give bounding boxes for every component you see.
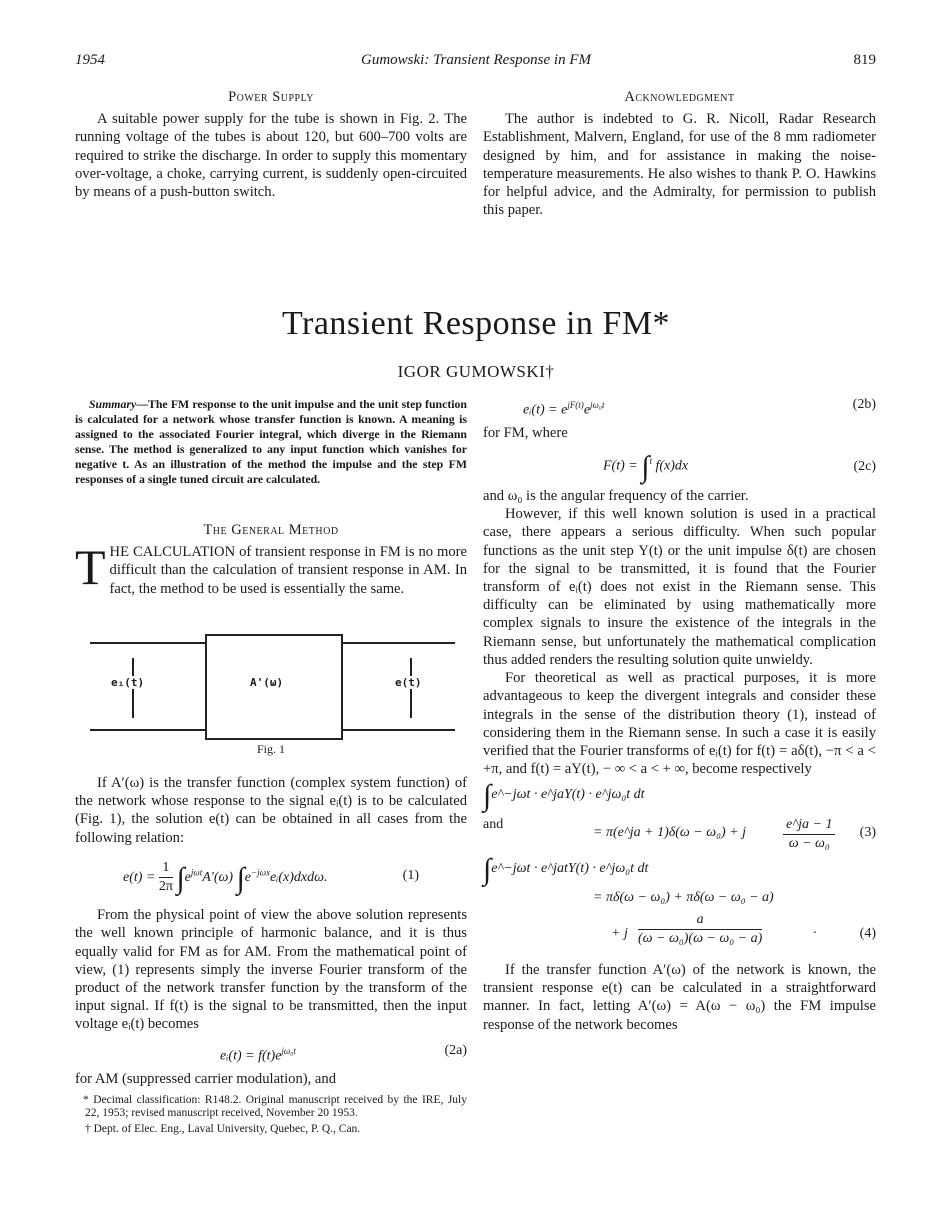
paragraph: For theoretical as well as practical purposes, it is more advantageous to keep the divergent integrals and consider these integrals in the sense of the distribution theory (1), instead of considering them in the Riemann sense. In such a case it is easily verified that the Fourier transforms of eᵢ(t) for f(t) = aδ(t), −π < a < +π, and f(t) = aY(t), − ∞ < a < + ∞, become respectively: [483, 670, 876, 778]
paragraph: However, if this well known solution is used in a practical case, there appears a serious difficulty. When such popular functions as the unit step Y(t) or the unit impulse δ(t) are chosen for the signal to be transmitted, it is found that the Fourier transform of eᵢ(t) does not exist in the Riemann sense. This difficulty can be eliminated by using mathematically more complex signals to insure the existence of the integrals in the Riemann sense, but unfortunately the mathematical complication thus added renders the resulting solution quite unwieldy.: [483, 506, 876, 668]
figure-caption: Fig. 1: [256, 742, 285, 756]
paragraph: The author is indebted to G. R. Nicoll, Radar Research Establishment, Malvern, England, for use of the 8 mm radiometer designed by him, and for assistance in making the noise-temperature measurements. He also wishes to thank P. O. Hawkins for helpful advice, and the Admiralty, for permission to publish this paper.: [483, 111, 876, 219]
figure-1: [75, 630, 467, 740]
paragraph: [75, 539, 467, 598]
output-label: e(t): [395, 676, 422, 689]
page-number: 819: [853, 52, 876, 68]
summary-label: Summary: [89, 397, 137, 411]
integral-step: ∫e^−jωt · e^jaY(t) · e^jω₀t dt: [483, 779, 645, 813]
summary: [75, 397, 467, 487]
article-title: Transient Response in FM*: [281, 305, 671, 342]
paragraph: A suitable power supply for the tube is shown in Fig. 2. The running voltage of the tubes is about 120, but 600–700 volts are required to strike the discharge. In order to supply this momentary over-voltage, a choke, carrying current, is suddenly open-circuited by means of a push-button switch.: [75, 111, 467, 201]
section-heading: Power Supply: [228, 89, 314, 105]
paragraph: If the transfer function A′(ω) of the network is known, the transient response e(t) can be calculated in a straightforward manner. In fact, letting A′(ω) = A(ω − ω₀) the FM impulse response of the network becomes: [483, 961, 876, 1033]
acknowledgment-section: [483, 88, 876, 219]
summary-text: —The FM response to the unit impulse and the unit step function is calculated for a network whose transfer function is known. A meaning is assigned to the associated Fourier integral, which diverge in the Riemann sense. The method is generalized to any input function which vanishes for negative t. As an illustration of the method the impulse and the step FM responses of a single tuned circuit are calculated.: [75, 397, 467, 486]
equation-3: and = π(e^ja + 1)δ(ω − ω₀) + j $\frac{e\^{}ja - 1}{\text{ω − ω₀}}$ (3): [483, 816, 876, 851]
paragraph-text: HE CALCULATION of transient response in FM is no more difficult than the calculation of transient response in AM. In fact, the method to be used is essentially the same.: [109, 544, 467, 597]
article-author: IGOR GUMOWSKI†: [397, 362, 555, 381]
power-supply-section: [75, 88, 467, 201]
paragraph: for AM (suppressed carrier modulation), and: [75, 1070, 336, 1087]
integral-impulse: ∫e^−jωt · e^jatY(t) · e^jω₀t dt: [483, 852, 649, 886]
section-heading: The General Method: [203, 522, 339, 538]
equation-4-line-1: = πδ(ω − ω₀) + πδ(ω − ω₀ − a): [593, 889, 774, 905]
equation-number: (1): [402, 867, 419, 883]
equation-2c: F(t) = ∫$^t$ f(x)dx (2c): [603, 450, 876, 484]
general-method-section: [75, 521, 467, 598]
header-year: 1954: [75, 52, 105, 68]
equation-1: e(t) = $\frac{1}{2\pi}$ $\int e^{j\omega t}A'(\omega)$ $\int e^{-j\omega x}eᵢ(x)dxd\omega$. (1): [123, 859, 419, 895]
equation-2a: eᵢ(t) = $f(t)e^{j\omega_0t}$ (2a): [220, 1042, 467, 1064]
right-body: [483, 396, 876, 1034]
footnote-1: * Decimal classification: R148.2. Original manuscript received by the IRE, July 22, 1953; revised manuscript received, November 20 1953.: [83, 1093, 467, 1119]
block-label: A'(ω): [250, 676, 284, 689]
section-heading: Acknowledgment: [624, 89, 735, 105]
drop-cap: T: [75, 539, 106, 596]
equation-4-line-2: + j $\frac{a}{\text{(ω − ω₀)(ω − ω₀ − a)}}$ · (4): [611, 911, 876, 947]
paragraph: for FM, where: [483, 425, 568, 441]
paragraph: and ω₀ is the angular frequency of the carrier.: [483, 488, 749, 505]
paragraph: From the physical point of view the above solution represents the well known principle of harmonic balance, and it is thus equally valid for FM as for AM. From the mathematical point of view, (1) represents simply the inverse Fourier transform of the product of the network transfer function by the transform of the input signal. If f(t) is the signal to be transmitted, then the input voltage eᵢ(t) becomes: [75, 907, 467, 1033]
equation-2b: eᵢ(t) = $e^{jF(t)}e^{j\omega_0t}$ (2b): [523, 397, 876, 418]
footnote-2: † Dept. of Elec. Eng., Laval University, Quebec, P. Q., Can.: [85, 1122, 361, 1135]
running-title: Gumowski: Transient Response in FM: [361, 52, 591, 68]
left-body: [75, 774, 467, 1136]
paragraph: If A′(ω) is the transfer function (complex system function) of the network whose response to the signal eᵢ(t) is to be calculated (Fig. 1), the solution e(t) can be obtained in all cases from the following relation:: [75, 775, 467, 846]
input-label: e₁(t): [111, 676, 145, 689]
